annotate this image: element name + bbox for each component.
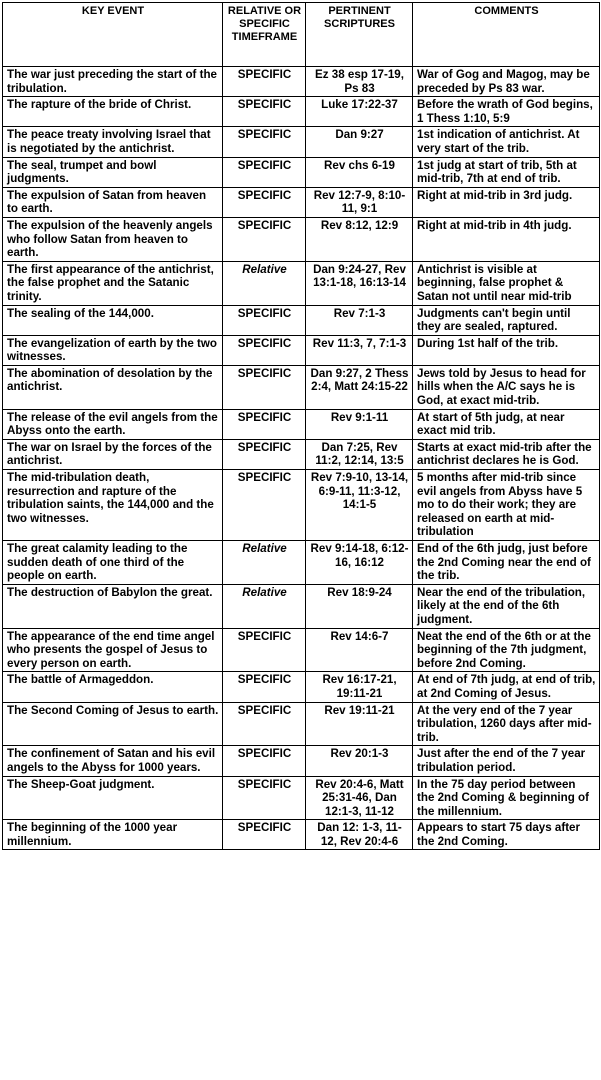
table-row <box>3 305 600 335</box>
table-row <box>3 97 600 127</box>
comments-cell: Appears to start 75 days after the 2nd Coming. <box>413 820 600 850</box>
table-row <box>3 157 600 187</box>
header-key-event: KEY EVENT <box>3 3 223 67</box>
key-events-table <box>2 2 600 850</box>
table-row <box>3 672 600 702</box>
event-cell: The Second Coming of Jesus to earth. <box>3 702 223 746</box>
scriptures-cell: Rev 18:9-24 <box>306 584 413 628</box>
event-cell: The expulsion of the heavenly angels who follow Satan from heaven to earth. <box>3 217 223 261</box>
scriptures-cell: Dan 9:27, 2 Thess 2:4, Matt 24:15-22 <box>306 365 413 409</box>
comments-cell: 1st judg at start of trib, 5th at mid-trib, 7th at end of trib. <box>413 157 600 187</box>
table-row <box>3 261 600 305</box>
comments-cell: Before the wrath of God begins, 1 Thess 1:10, 5:9 <box>413 97 600 127</box>
event-cell: The release of the evil angels from the Abyss onto the earth. <box>3 409 223 439</box>
scriptures-cell: Rev 16:17-21, 19:11-21 <box>306 672 413 702</box>
timeframe-cell: SPECIFIC <box>223 217 306 261</box>
comments-cell: Near the end of the tribulation, likely at the end of the 6th judgment. <box>413 584 600 628</box>
timeframe-cell: SPECIFIC <box>223 672 306 702</box>
table-row <box>3 584 600 628</box>
scriptures-cell: Rev 12:7-9, 8:10-11, 9:1 <box>306 187 413 217</box>
scriptures-cell: Ez 38 esp 17-19, Ps 83 <box>306 67 413 97</box>
event-cell: The battle of Armageddon. <box>3 672 223 702</box>
table-row <box>3 187 600 217</box>
table-row <box>3 127 600 157</box>
comments-cell: Right at mid-trib in 4th judg. <box>413 217 600 261</box>
table-row <box>3 776 600 820</box>
timeframe-cell: SPECIFIC <box>223 365 306 409</box>
event-cell: The appearance of the end time angel who presents the gospel of Jesus to every person on earth. <box>3 628 223 672</box>
table-row <box>3 365 600 409</box>
scriptures-cell: Rev 19:11-21 <box>306 702 413 746</box>
table-row <box>3 820 600 850</box>
comments-cell: Right at mid-trib in 3rd judg. <box>413 187 600 217</box>
timeframe-cell: SPECIFIC <box>223 470 306 541</box>
comments-cell: At start of 5th judg, at near exact mid trib. <box>413 409 600 439</box>
timeframe-cell: SPECIFIC <box>223 67 306 97</box>
scriptures-cell: Rev 7:1-3 <box>306 305 413 335</box>
event-cell: The abomination of desolation by the antichrist. <box>3 365 223 409</box>
scriptures-cell: Dan 9:24-27, Rev 13:1-18, 16:13-14 <box>306 261 413 305</box>
event-cell: The great calamity leading to the sudden death of one third of the people on earth. <box>3 541 223 585</box>
scriptures-cell: Dan 7:25, Rev 11:2, 12:14, 13:5 <box>306 439 413 469</box>
comments-cell: Antichrist is visible at beginning, false prophet & Satan not until near mid-trib <box>413 261 600 305</box>
event-cell: The sealing of the 144,000. <box>3 305 223 335</box>
event-cell: The confinement of Satan and his evil angels to the Abyss for 1000 years. <box>3 746 223 776</box>
scriptures-cell: Rev 7:9-10, 13-14, 6:9-11, 11:3-12, 14:1-5 <box>306 470 413 541</box>
table-row <box>3 541 600 585</box>
event-cell: The war just preceding the start of the tribulation. <box>3 67 223 97</box>
table-row <box>3 470 600 541</box>
comments-cell: End of the 6th judg, just before the 2nd Coming near the end of the trib. <box>413 541 600 585</box>
comments-cell: During 1st half of the trib. <box>413 335 600 365</box>
scriptures-cell: Rev 8:12, 12:9 <box>306 217 413 261</box>
timeframe-cell: SPECIFIC <box>223 820 306 850</box>
header-row <box>3 3 600 67</box>
scriptures-cell: Rev 20:1-3 <box>306 746 413 776</box>
event-cell: The expulsion of Satan from heaven to earth. <box>3 187 223 217</box>
scriptures-cell: Rev chs 6-19 <box>306 157 413 187</box>
event-cell: The war on Israel by the forces of the antichrist. <box>3 439 223 469</box>
scriptures-cell: Rev 9:1-11 <box>306 409 413 439</box>
header-comments: COMMENTS <box>413 3 600 67</box>
table-row <box>3 702 600 746</box>
event-cell: The beginning of the 1000 year millennium. <box>3 820 223 850</box>
table-row <box>3 335 600 365</box>
event-cell: The rapture of the bride of Christ. <box>3 97 223 127</box>
timeframe-cell: SPECIFIC <box>223 439 306 469</box>
scriptures-cell: Luke 17:22-37 <box>306 97 413 127</box>
comments-cell: In the 75 day period between the 2nd Coming & beginning of the millennium. <box>413 776 600 820</box>
scriptures-cell: Rev 14:6-7 <box>306 628 413 672</box>
scriptures-cell: Rev 20:4-6, Matt 25:31-46, Dan 12:1-3, 11-12 <box>306 776 413 820</box>
event-cell: The mid-tribulation death, resurrection and rapture of the tribulation saints, the 144,000 and the two witnesses. <box>3 470 223 541</box>
timeframe-cell: SPECIFIC <box>223 702 306 746</box>
comments-cell: Starts at exact mid-trib after the antichrist declares he is God. <box>413 439 600 469</box>
event-cell: The peace treaty involving Israel that is negotiated by the antichrist. <box>3 127 223 157</box>
event-cell: The seal, trumpet and bowl judgments. <box>3 157 223 187</box>
comments-cell: Just after the end of the 7 year tribulation period. <box>413 746 600 776</box>
comments-cell: At the very end of the 7 year tribulation, 1260 days after mid-trib. <box>413 702 600 746</box>
table-row <box>3 217 600 261</box>
comments-cell: Jews told by Jesus to head for hills when the A/C says he is God, at exact mid-trib. <box>413 365 600 409</box>
comments-cell: Neat the end of the 6th or at the beginning of the 7th judgment, before 2nd Coming. <box>413 628 600 672</box>
scriptures-cell: Dan 12: 1-3, 11-12, Rev 20:4-6 <box>306 820 413 850</box>
scriptures-cell: Rev 11:3, 7, 7:1-3 <box>306 335 413 365</box>
timeframe-cell: SPECIFIC <box>223 187 306 217</box>
timeframe-cell: SPECIFIC <box>223 127 306 157</box>
timeframe-cell: Relative <box>223 541 306 585</box>
event-cell: The first appearance of the antichrist, the false prophet and the Satanic trinity. <box>3 261 223 305</box>
timeframe-cell: SPECIFIC <box>223 157 306 187</box>
timeframe-cell: Relative <box>223 261 306 305</box>
table-row <box>3 746 600 776</box>
event-cell: The destruction of Babylon the great. <box>3 584 223 628</box>
table-body <box>3 67 600 850</box>
event-cell: The Sheep-Goat judgment. <box>3 776 223 820</box>
table-row <box>3 409 600 439</box>
timeframe-cell: SPECIFIC <box>223 335 306 365</box>
comments-cell: War of Gog and Magog, may be preceded by Ps 83 war. <box>413 67 600 97</box>
table-row <box>3 439 600 469</box>
scriptures-cell: Rev 9:14-18, 6:12-16, 16:12 <box>306 541 413 585</box>
event-cell: The evangelization of earth by the two witnesses. <box>3 335 223 365</box>
timeframe-cell: SPECIFIC <box>223 776 306 820</box>
header-scriptures: PERTINENT SCRIPTURES <box>306 3 413 67</box>
timeframe-cell: SPECIFIC <box>223 305 306 335</box>
comments-cell: 5 months after mid-trib since evil angels from Abyss have 5 mo to do their work; they are released on earth at mid-tribulation <box>413 470 600 541</box>
header-timeframe: RELATIVE OR SPECIFIC TIMEFRAME <box>223 3 306 67</box>
timeframe-cell: SPECIFIC <box>223 628 306 672</box>
table-row <box>3 67 600 97</box>
scriptures-cell: Dan 9:27 <box>306 127 413 157</box>
table-row <box>3 628 600 672</box>
comments-cell: 1st indication of antichrist. At very start of the trib. <box>413 127 600 157</box>
comments-cell: Judgments can't begin until they are sealed, raptured. <box>413 305 600 335</box>
timeframe-cell: SPECIFIC <box>223 746 306 776</box>
timeframe-cell: SPECIFIC <box>223 409 306 439</box>
comments-cell: At end of 7th judg, at end of trib, at 2nd Coming of Jesus. <box>413 672 600 702</box>
timeframe-cell: SPECIFIC <box>223 97 306 127</box>
timeframe-cell: Relative <box>223 584 306 628</box>
